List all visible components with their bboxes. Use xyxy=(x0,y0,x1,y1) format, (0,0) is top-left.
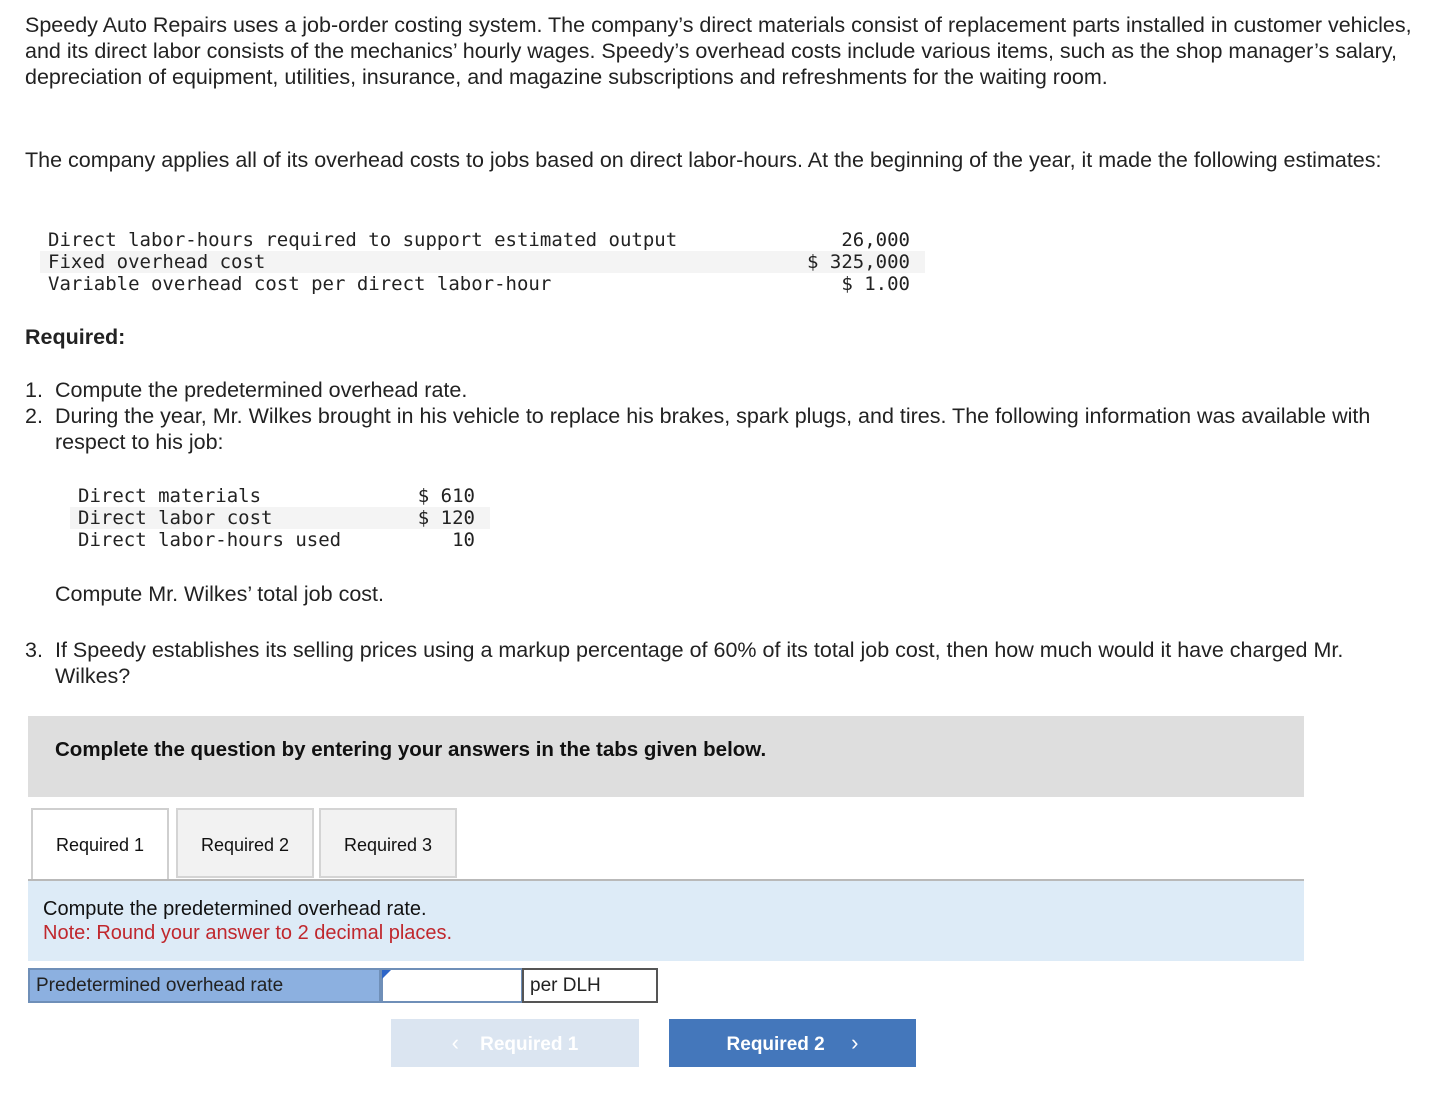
job-info-label: Direct materials xyxy=(78,485,262,507)
chevron-right-icon: › xyxy=(851,1030,859,1055)
panel-question: Compute the predetermined overhead rate. xyxy=(43,898,427,920)
estimate-label: Fixed overhead cost xyxy=(48,251,266,273)
chevron-left-icon: ‹ xyxy=(451,1030,459,1055)
estimate-value: $ 325,000 xyxy=(807,251,910,273)
job-info-label: Direct labor cost xyxy=(78,507,273,529)
question-2-followup: Compute Mr. Wilkes’ total job cost. xyxy=(55,582,384,606)
job-info-value: 10 xyxy=(452,529,475,551)
estimate-label: Variable overhead cost per direct labor-hour xyxy=(48,273,552,295)
estimate-row xyxy=(40,251,925,273)
estimate-value: 26,000 xyxy=(841,229,910,251)
estimates-table xyxy=(40,229,925,295)
job-info-table xyxy=(70,485,490,551)
job-info-value: $ 610 xyxy=(417,485,475,507)
instruction-banner xyxy=(28,716,1304,797)
question-1-number: 1. xyxy=(25,378,43,402)
question-2-number: 2. xyxy=(25,404,43,428)
prev-required-button[interactable] xyxy=(391,1019,639,1067)
instruction-banner-text: Complete the question by entering your answers in the tabs given below. xyxy=(55,738,767,761)
required-heading: Required: xyxy=(25,325,126,349)
tab-required-3[interactable]: Required 3 xyxy=(319,808,457,878)
estimate-value: $ 1.00 xyxy=(841,273,910,295)
job-info-row xyxy=(70,529,490,551)
question-1-text: Compute the predetermined overhead rate. xyxy=(55,378,468,402)
estimate-row xyxy=(40,229,925,251)
estimate-label: Direct labor-hours required to support estimated output xyxy=(48,229,678,251)
job-info-row xyxy=(70,485,490,507)
question-3-number: 3. xyxy=(25,638,43,662)
question-panel xyxy=(28,879,1304,961)
intro-paragraph-2: The company applies all of its overhead costs to jobs based on direct labor-hours. At the beginning of the year, it made the following estimates: xyxy=(25,148,1382,172)
job-info-label: Direct labor-hours used xyxy=(78,529,342,551)
answer-label: Predetermined overhead rate xyxy=(28,968,381,1003)
next-required-button[interactable] xyxy=(669,1019,916,1067)
panel-note: Note: Round your answer to 2 decimal places. xyxy=(43,922,453,944)
question-3-text: If Speedy establishes its selling prices using a markup percentage of 60% of its total job cost, then how much would it have charged Mr. Wilkes? xyxy=(55,638,1344,688)
job-info-row xyxy=(70,507,490,529)
question-2-text: During the year, Mr. Wilkes brought in his vehicle to replace his brakes, spark plugs, and tires. The following information was available with respect to his job: xyxy=(55,404,1371,454)
predetermined-overhead-rate-input[interactable] xyxy=(381,968,523,1003)
next-button-label: Required 2 xyxy=(726,1034,825,1055)
estimate-row xyxy=(40,273,925,295)
intro-paragraph-1: Speedy Auto Repairs uses a job-order costing system. The company’s direct materials consist of replacement parts installed in customer vehicles, and its direct labor consists of the mechanics’ hourly wages. Speedy’s overhead costs include various items, such as the shop manager’s salary, depreciation of equipment, utilities, insurance, and magazine subscriptions and refreshments for the waiting room. xyxy=(25,13,1412,89)
input-flag-icon xyxy=(382,970,391,979)
prev-button-label: Required 1 xyxy=(480,1034,579,1055)
tab-required-1[interactable]: Required 1 xyxy=(31,808,169,881)
answer-unit: per DLH xyxy=(522,968,658,1003)
tab-required-2[interactable]: Required 2 xyxy=(176,808,314,878)
job-info-value: $ 120 xyxy=(417,507,475,529)
